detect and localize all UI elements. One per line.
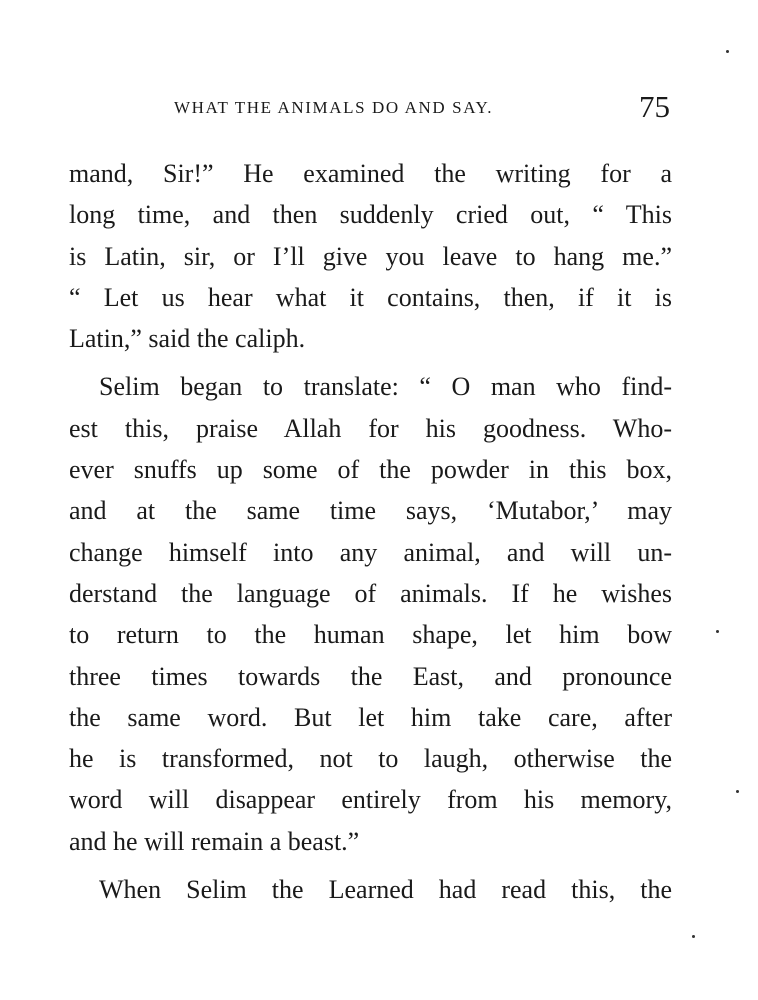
text-line: long time, and then suddenly cried out, “ This bbox=[69, 200, 672, 230]
page-number: 75 bbox=[639, 89, 670, 124]
running-head bbox=[69, 82, 670, 122]
text-line: mand, Sir!” He examined the writing for a bbox=[69, 159, 672, 188]
text-line: he is transformed, not to laugh, otherwise the bbox=[69, 744, 672, 774]
text-line: When Selim the Learned had read this, the bbox=[99, 875, 672, 905]
text-line: is Latin, sir, or I’ll give you leave to hang me.” bbox=[69, 241, 672, 271]
text-line: and at the same time says, ‘Mutabor,’ may bbox=[69, 496, 672, 526]
text-line: est this, praise Allah for his goodness. Who- bbox=[69, 413, 672, 443]
text-line: change himself into any animal, and will un- bbox=[69, 537, 672, 567]
body-text bbox=[69, 153, 672, 910]
paragraph-gap bbox=[69, 359, 672, 366]
text-line: three times towards the East, and pronounce bbox=[69, 661, 672, 691]
text-line: and he will remain a beast.” bbox=[69, 826, 360, 856]
text-line: word will disappear entirely from his memory, bbox=[69, 785, 672, 815]
text-line: the same word. But let him take care, after bbox=[69, 702, 672, 732]
text-line: Selim began to translate: “ O man who find- bbox=[99, 372, 672, 402]
text-line: to return to the human shape, let him bow bbox=[69, 620, 672, 650]
running-head-title: WHAT THE ANIMALS DO AND SAY. bbox=[174, 98, 494, 117]
text-line: “ Let us hear what it contains, then, if it is bbox=[69, 282, 672, 312]
text-line: derstand the language of animals. If he wishes bbox=[69, 578, 672, 608]
text-line: Latin,” said the caliph. bbox=[69, 324, 306, 354]
paper-speck bbox=[726, 50, 729, 53]
paper-speck bbox=[692, 935, 695, 938]
paper-speck bbox=[716, 630, 719, 633]
text-line: ever snuffs up some of the powder in this box, bbox=[69, 455, 672, 485]
paper-speck bbox=[736, 790, 739, 793]
paragraph-gap bbox=[69, 862, 672, 869]
